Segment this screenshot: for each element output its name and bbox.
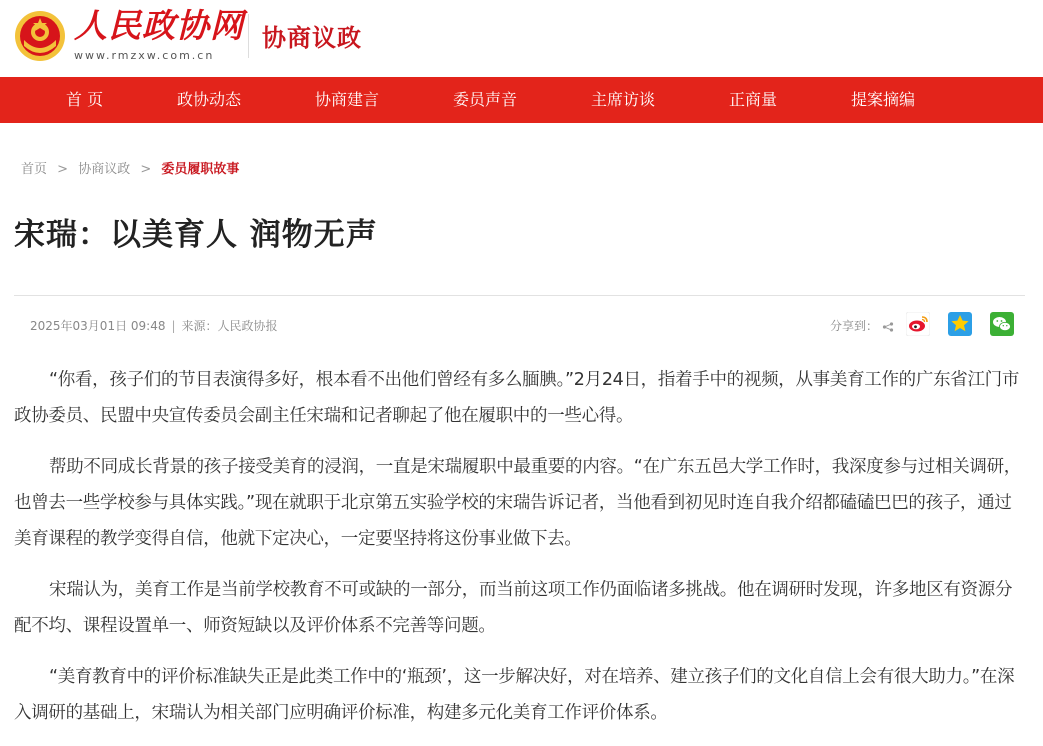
main-nav	[0, 77, 1043, 123]
article-body	[14, 362, 1026, 746]
share-bar	[830, 317, 894, 334]
nav-item-deliberation[interactable]: 正商量	[729, 90, 778, 109]
article-paragraph: 帮助不同成长背景的孩子接受美育的浸润，一直是宋瑞履职中最重要的内容。“在广东五邑大学工作时，我深度参与过相关调研，也曾去一些学校参与具体实践。”现在就职于北京第五实验学校的宋瑞告诉记者，当他看到初见时连自我介绍都磕磕巴巴的孩子，通过美育课程的教学变得自信，他就下定决心，一定要坚持将这份事业做下去。	[14, 457, 1021, 549]
breadcrumb-separator: >	[57, 162, 69, 177]
breadcrumb	[21, 158, 239, 177]
article-source: 来源：人民政协报	[181, 319, 278, 333]
wechat-icon[interactable]	[990, 312, 1014, 336]
channel-title[interactable]: 协商议政	[262, 24, 362, 52]
header-divider	[248, 14, 249, 58]
share-icon[interactable]	[882, 322, 894, 332]
article-paragraph: 宋瑞认为，美育工作是当前学校教育不可或缺的一部分，而当前这项工作仍面临诸多挑战。他在调研时发现，许多地区有资源分配不均、课程设置单一、师资短缺以及评价体系不完善等问题。	[14, 580, 1013, 636]
breadcrumb-current[interactable]: 委员履职故事	[161, 162, 240, 177]
article-meta	[30, 317, 278, 334]
breadcrumb-separator: >	[140, 162, 152, 177]
meta-separator: |	[171, 319, 176, 333]
nav-item-cppcc-news[interactable]: 政协动态	[177, 90, 242, 109]
nav-item-consultation[interactable]: 协商建言	[315, 90, 380, 109]
site-logo-url: www.rmzxw.com.cn	[74, 49, 215, 62]
site-header	[0, 0, 1043, 77]
site-logo-text[interactable]: 人民政协网	[74, 6, 244, 45]
nav-item-proposals[interactable]: 提案摘编	[851, 90, 916, 109]
qzone-icon[interactable]	[948, 312, 972, 336]
breadcrumb-home[interactable]: 首页	[21, 162, 48, 177]
article-paragraph: “美育教育中的评价标准缺失正是此类工作中的‘瓶颈’，这一步解决好，对在培养、建立孩子们的文化自信上会有很大助力。”在深入调研的基础上，宋瑞认为相关部门应明确评价标准，构建多元化美育工作评价体系。	[14, 667, 1015, 723]
weibo-icon[interactable]	[906, 312, 930, 336]
breadcrumb-section[interactable]: 协商议政	[78, 162, 131, 177]
article-title: 宋瑞：以美育人 润物无声	[14, 217, 378, 253]
nav-item-home[interactable]: 首 页	[66, 90, 104, 109]
cppcc-emblem-icon[interactable]	[14, 10, 66, 62]
article-date: 2025年03月01日 09:48	[30, 319, 166, 333]
nav-item-member-voice[interactable]: 委员声音	[453, 90, 518, 109]
share-label: 分享到：	[830, 319, 879, 333]
title-divider	[14, 295, 1025, 296]
nav-item-chairman-interview[interactable]: 主席访谈	[591, 90, 656, 109]
article-paragraph: “你看，孩子们的节目表演得多好，根本看不出他们曾经有多么腼腆。”2月24日，指着手中的视频，从事美育工作的广东省江门市政协委员、民盟中央宣传委员会副主任宋瑞和记者聊起了他在履职中的一些心得。	[14, 370, 1020, 426]
